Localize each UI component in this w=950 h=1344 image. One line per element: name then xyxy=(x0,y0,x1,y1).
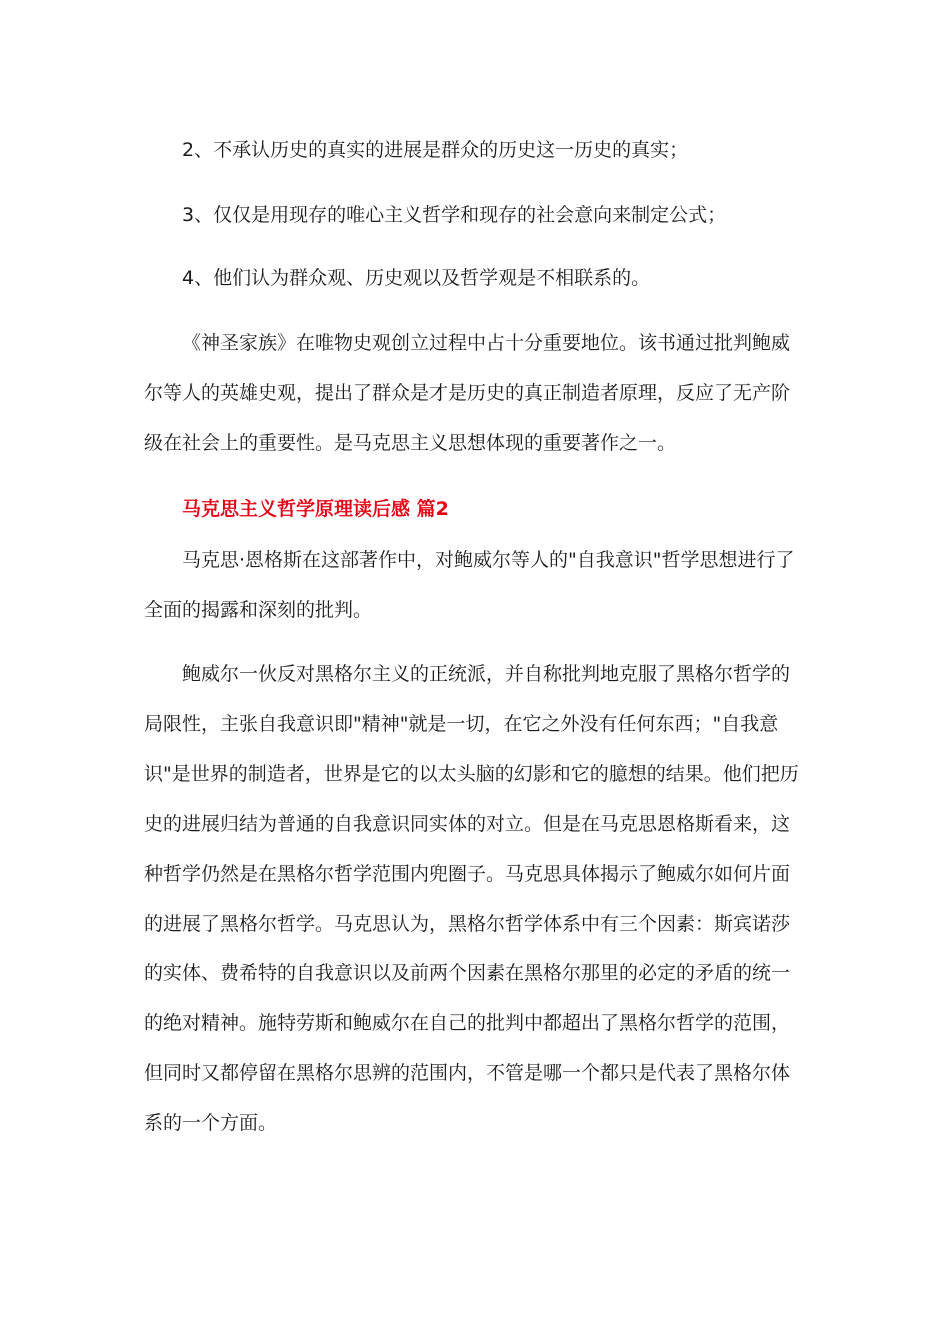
paragraph-line: 尔等人的英雄史观，提出了群众是才是历史的真正制造者原理，反应了无产阶 xyxy=(144,382,791,404)
paragraph-line: 的进展了黑格尔哲学。马克思认为，黑格尔哲学体系中有三个因素：斯宾诺莎 xyxy=(144,913,791,935)
paragraph-line: 《神圣家族》在唯物史观创立过程中占十分重要地位。该书通过批判鲍威 xyxy=(182,332,791,354)
paragraph-line: 的实体、费希特的自我意识以及前两个因素在黑格尔那里的必定的矛盾的统一 xyxy=(144,962,791,984)
paragraph-line: 系的一个方面。 xyxy=(144,1112,278,1134)
paragraph-line: 的绝对精神。施特劳斯和鲍威尔在自己的批判中都超出了黑格尔哲学的范围， xyxy=(144,1012,791,1034)
list-item-4: 4、他们认为群众观、历史观以及哲学观是不相联系的。 xyxy=(182,267,651,289)
paragraph-line: 鲍威尔一伙反对黑格尔主义的正统派，并自称批判地克服了黑格尔哲学的 xyxy=(182,663,791,685)
list-item-3: 3、仅仅是用现存的唯心主义哲学和现存的社会意向来制定公式； xyxy=(182,204,727,226)
paragraph-line: 种哲学仍然是在黑格尔哲学范围内兜圈子。马克思具体揭示了鲍威尔如何片面 xyxy=(144,863,791,885)
paragraph-line: 局限性，主张自我意识即"精神"就是一切，在它之外没有任何东西；"自我意 xyxy=(144,713,779,735)
section-heading: 马克思主义哲学原理读后感 篇2 xyxy=(182,498,449,520)
paragraph-line: 识"是世界的制造者，世界是它的以太头脑的幻影和它的臆想的结果。他们把历 xyxy=(144,763,799,785)
paragraph-line: 全面的揭露和深刻的批判。 xyxy=(144,599,373,621)
paragraph-line: 史的进展归结为普通的自我意识同实体的对立。但是在马克思恩格斯看来，这 xyxy=(144,813,791,835)
paragraph-line: 但同时又都停留在黑格尔思辨的范围内，不管是哪一个都只是代表了黑格尔体 xyxy=(144,1062,791,1084)
paragraph-line: 级在社会上的重要性。是马克思主义思想体现的重要著作之一。 xyxy=(144,432,677,454)
list-item-2: 2、不承认历史的真实的进展是群众的历史这一历史的真实； xyxy=(182,139,689,161)
paragraph-line: 马克思·恩格斯在这部著作中，对鲍威尔等人的"自我意识"哲学思想进行了 xyxy=(182,549,795,571)
